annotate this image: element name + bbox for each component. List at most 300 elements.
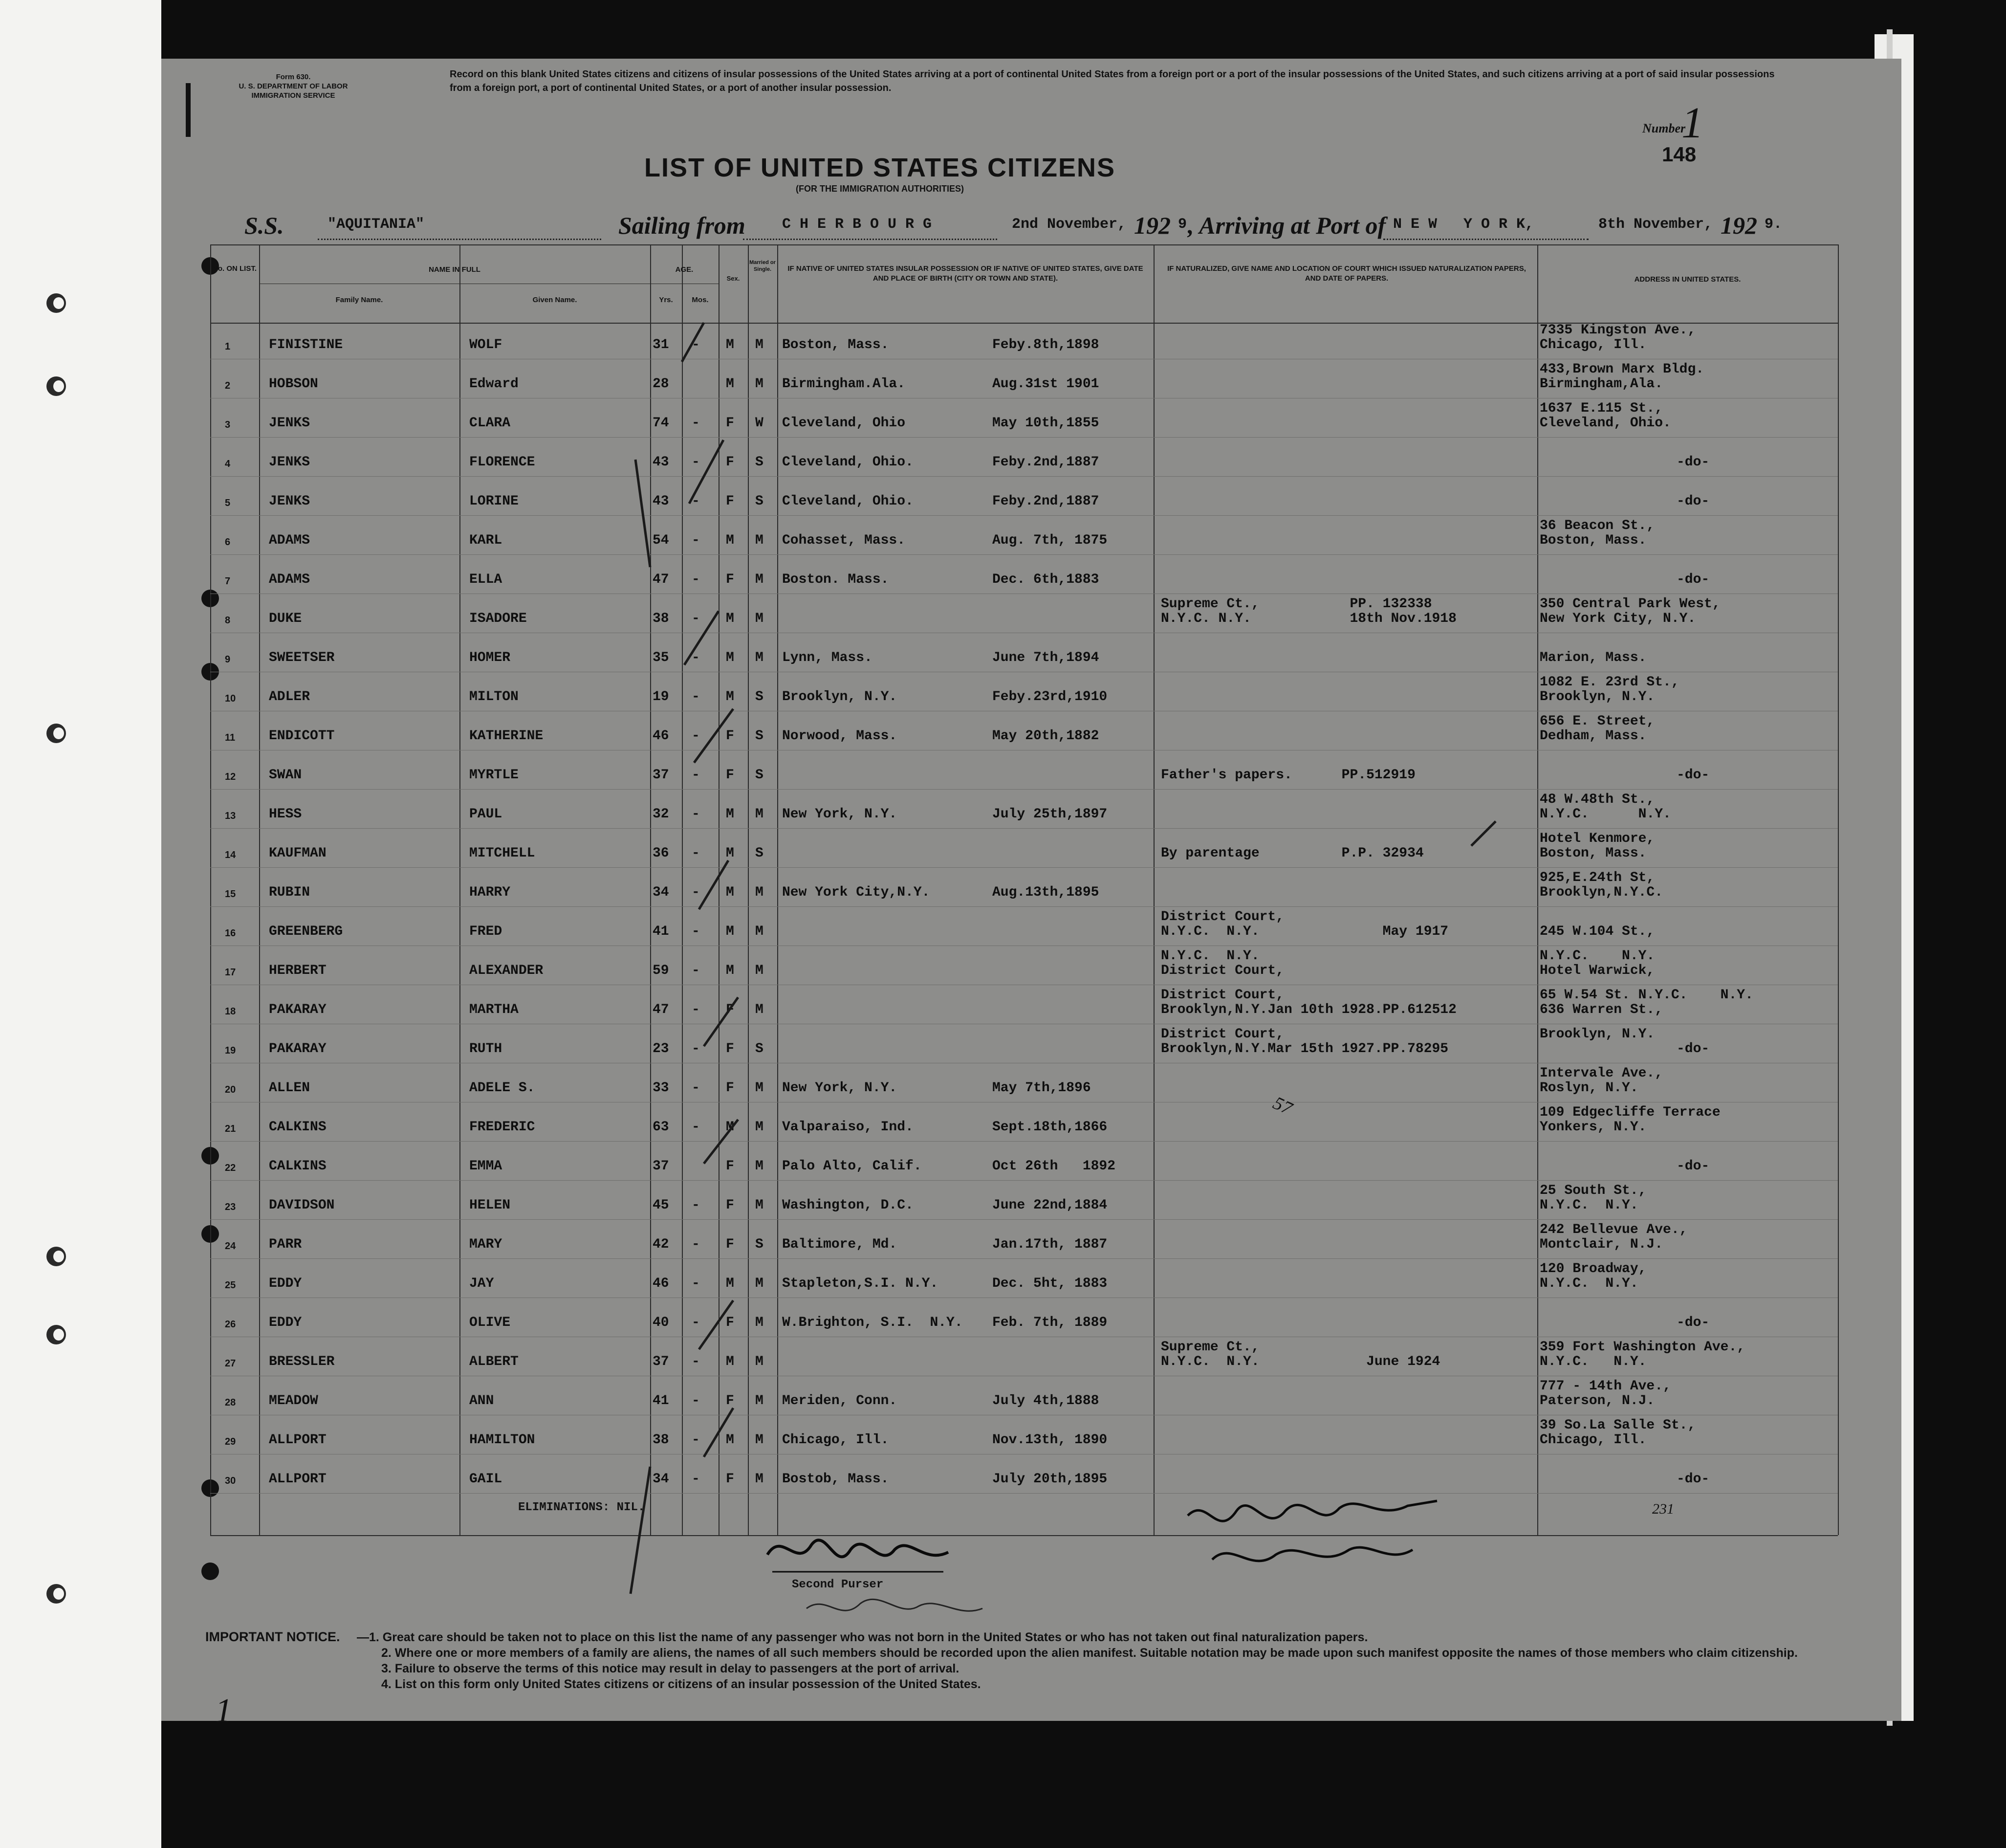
age-years: 31	[653, 337, 669, 352]
family-name: PAKARAY	[269, 1041, 327, 1056]
age-years: 34	[653, 885, 669, 900]
birth-date: Aug. 7th, 1875	[992, 533, 1108, 548]
age-months: -	[692, 1041, 700, 1056]
family-name: ADAMS	[269, 572, 310, 587]
row-number: 2	[225, 380, 231, 391]
header-no: No. ON LIST.	[213, 264, 257, 273]
age-months: -	[692, 494, 700, 509]
age-years: 37	[653, 768, 669, 783]
header-married-single: Married or Single.	[749, 260, 776, 272]
address-line-1: 925,E.24th St,	[1540, 870, 1655, 885]
sex: F	[726, 416, 734, 431]
row-number: 26	[225, 1319, 236, 1330]
year-prefix-1: 192	[1134, 212, 1171, 239]
age-years: 19	[653, 689, 669, 704]
header-birth: IF NATIVE OF UNITED STATES INSULAR POSSESSION OR IF NATIVE OF UNITED STATES, GIVE DATE AND PLACE OF BIRTH (CITY OR TOWN AND STATE).	[787, 264, 1143, 283]
address-line-2: Cleveland, Ohio.	[1540, 416, 1671, 431]
family-name: FINISTINE	[269, 337, 343, 352]
address-line-2: -do-	[1677, 1041, 1710, 1056]
given-name: MITCHELL	[469, 846, 535, 861]
family-name: PAKARAY	[269, 1002, 327, 1017]
given-name: HELEN	[469, 1198, 511, 1213]
sex: F	[726, 1315, 734, 1330]
address-line-2: New York City, N.Y.	[1540, 611, 1696, 626]
family-name: JENKS	[269, 494, 310, 509]
naturalization-court: District Court,	[1161, 1027, 1285, 1042]
sex: M	[726, 689, 734, 704]
marital-status: M	[755, 1198, 763, 1213]
address-line-1: 1637 E.115 St.,	[1540, 401, 1663, 416]
family-name: GREENBERG	[269, 924, 343, 939]
birthplace: Lynn, Mass.	[782, 650, 872, 665]
age-years: 47	[653, 572, 669, 587]
birth-date: Nov.13th, 1890	[992, 1432, 1108, 1448]
marital-status: M	[755, 963, 763, 978]
age-months: -	[692, 807, 700, 822]
address-line-2: Boston, Mass.	[1540, 846, 1647, 861]
family-name: BRESSLER	[269, 1354, 335, 1369]
given-name: ALBERT	[469, 1354, 519, 1369]
age-years: 41	[653, 1393, 669, 1408]
age-months: -	[692, 533, 700, 548]
marital-status: M	[755, 376, 763, 392]
tick-strokes	[631, 323, 1496, 1594]
sex: F	[726, 1002, 734, 1017]
address-line-1: 39 So.La Salle St.,	[1540, 1418, 1696, 1433]
number-label: Number	[1642, 121, 1686, 135]
row-number: 3	[225, 419, 231, 430]
birth-date: Jan.17th, 1887	[992, 1237, 1108, 1252]
age-years: 36	[653, 846, 669, 861]
address-line-1: 120 Broadway,	[1540, 1261, 1647, 1276]
birthplace: Cleveland, Ohio.	[782, 455, 914, 470]
birthplace: Boston. Mass.	[782, 572, 889, 587]
inspector-signature	[1183, 1486, 1457, 1579]
header-mos: Mos.	[692, 296, 709, 304]
address-line-2: Chicago, Ill.	[1540, 1432, 1647, 1448]
given-name: MYRTLE	[469, 768, 519, 783]
age-years: 43	[653, 455, 669, 470]
address-line-2: N.Y.C. N.Y.	[1540, 1276, 1638, 1291]
family-name: HOBSON	[269, 376, 318, 392]
naturalization-court: Supreme Ct., PP. 132338	[1161, 596, 1432, 612]
row-number: 22	[225, 1163, 236, 1173]
age-years: 45	[653, 1198, 669, 1213]
row-number: 4	[225, 459, 231, 469]
age-years: 46	[653, 1276, 669, 1291]
address-line-2: Marion, Mass.	[1540, 650, 1647, 665]
address-line-1: 36 Beacon St.,	[1540, 518, 1655, 533]
naturalization-papers: N.Y.C. N.Y. June 1924	[1161, 1354, 1440, 1369]
birthplace: Cleveland, Ohio	[782, 416, 906, 431]
age-months: -	[692, 1198, 700, 1213]
age-years: 54	[653, 533, 669, 548]
marital-status: W	[755, 416, 763, 431]
birthplace: New York, N.Y.	[782, 807, 897, 822]
address-line-2: Yonkers, N.Y.	[1540, 1120, 1647, 1135]
row-number: 27	[225, 1358, 236, 1369]
family-name: JENKS	[269, 455, 310, 470]
age-months: -	[692, 416, 700, 431]
age-months: -	[692, 768, 700, 783]
birth-date: Aug.13th,1895	[992, 885, 1099, 900]
birthplace: Brooklyn, N.Y.	[782, 689, 897, 704]
age-months: -	[692, 1237, 700, 1252]
eliminations: ELIMINATIONS: NIL.	[518, 1501, 645, 1514]
address-line-2: Paterson, N.J.	[1540, 1393, 1655, 1408]
given-name: KATHERINE	[469, 728, 544, 744]
age-years: 46	[653, 728, 669, 744]
age-years: 37	[653, 1159, 669, 1174]
sex: F	[726, 768, 734, 783]
sex: F	[726, 572, 734, 587]
birthplace: Boston, Mass.	[782, 337, 889, 352]
age-years: 63	[653, 1120, 669, 1135]
birthplace: Cohasset, Mass.	[782, 533, 906, 548]
marital-status: M	[755, 924, 763, 939]
header-address: ADDRESS IN UNITED STATES.	[1634, 275, 1741, 284]
family-name: SWAN	[269, 768, 302, 783]
row-number: 29	[225, 1436, 236, 1447]
age-months: -	[692, 846, 700, 861]
row-number: 5	[225, 498, 231, 508]
birthplace: Washington, D.C.	[782, 1198, 914, 1213]
family-name: ALLEN	[269, 1080, 310, 1096]
address-line-2: 636 Warren St.,	[1540, 1002, 1663, 1017]
address-line-2: N.Y.C. N.Y.	[1540, 1354, 1647, 1369]
sex: M	[726, 1432, 734, 1448]
marital-status: M	[755, 1393, 763, 1408]
preamble-text: Record on this blank United States citizens and citizens of insular possessions of the United States arriving at a port of continental United States from a foreign port or a port of the insular possessions of the United States, and such citizens arriving at a port of said insular possessions from a foreign port, a port of continental United States, or a port of another insular possession.	[450, 69, 1775, 93]
given-name: WOLF	[469, 337, 502, 352]
given-name: EMMA	[469, 1159, 502, 1174]
birth-date: Aug.31st 1901	[992, 376, 1099, 392]
age-months: -	[692, 885, 700, 900]
given-name: ADELE S.	[469, 1080, 535, 1096]
marital-status: S	[755, 689, 763, 704]
birthplace: Palo Alto, Calif.	[782, 1159, 922, 1174]
birth-date: Feby.2nd,1887	[992, 494, 1099, 509]
naturalization-papers: By parentage P.P. 32934	[1161, 846, 1424, 861]
address-line-1: Brooklyn, N.Y.	[1540, 1027, 1655, 1042]
naturalization-court: N.Y.C. N.Y.	[1161, 948, 1260, 964]
age-years: 74	[653, 416, 669, 431]
address-line-1: 350 Central Park West,	[1540, 596, 1721, 612]
sex: F	[726, 1080, 734, 1096]
naturalization-papers: District Court,	[1161, 963, 1285, 978]
year-digit-2: 9.	[1765, 216, 1783, 233]
given-name: RUTH	[469, 1041, 502, 1056]
age-years: 33	[653, 1080, 669, 1096]
address-line-1: Hotel Kenmore,	[1540, 831, 1655, 846]
port-to: N E W Y O R K,	[1393, 216, 1534, 233]
given-name: HARRY	[469, 885, 511, 900]
family-name: ALLPORT	[269, 1472, 327, 1487]
address-line-1: 65 W.54 St. N.Y.C. N.Y.	[1540, 988, 1753, 1003]
notice-2: 2. Where one or more members of a family are aliens, the names of all such members should be recorded upon the alien manifest. Suitable notation may be made upon such manifest opposite the names of those members who claim citizenship.	[381, 1646, 1798, 1660]
header-name-in-full: NAME IN FULL	[429, 265, 480, 274]
sex: M	[726, 807, 734, 822]
sex: F	[726, 728, 734, 744]
given-name: FRED	[469, 924, 502, 939]
row-number: 6	[225, 537, 231, 548]
given-name: LORINE	[469, 494, 519, 509]
header-given-name: Given Name.	[532, 296, 577, 304]
family-name: HESS	[269, 807, 302, 822]
naturalization-court: District Court,	[1161, 988, 1285, 1003]
sex: F	[726, 1472, 734, 1487]
row-number: 8	[225, 615, 231, 626]
ss-label: S.S.	[244, 212, 284, 239]
family-name: ENDICOTT	[269, 728, 335, 744]
family-name: ALLPORT	[269, 1432, 327, 1448]
given-name: MILTON	[469, 689, 519, 704]
sex: M	[726, 924, 734, 939]
age-months: -	[692, 1432, 700, 1448]
address-line-2: -do-	[1677, 1472, 1710, 1487]
row-number: 14	[225, 850, 236, 860]
age-months: -	[692, 689, 700, 704]
row-number: 19	[225, 1045, 236, 1056]
address-line-2: Birmingham,Ala.	[1540, 376, 1663, 392]
birth-date: Feb. 7th, 1889	[992, 1315, 1108, 1330]
sex: F	[726, 1393, 734, 1408]
age-years: 42	[653, 1237, 669, 1252]
row-number: 23	[225, 1202, 236, 1212]
row-number: 1	[225, 341, 231, 352]
marital-status: S	[755, 1041, 763, 1056]
marital-status: M	[755, 1472, 763, 1487]
age-months: -	[692, 1276, 700, 1291]
birth-date: July 4th,1888	[992, 1393, 1099, 1408]
age-months: -	[692, 963, 700, 978]
age-years: 47	[653, 1002, 669, 1017]
address-line-2: -do-	[1677, 1159, 1710, 1174]
address-line-1: 109 Edgecliffe Terrace	[1540, 1105, 1721, 1120]
family-name: PARR	[269, 1237, 302, 1252]
sex: F	[726, 455, 734, 470]
family-name: JENKS	[269, 416, 310, 431]
notice-4: 4. List on this form only United States citizens or citizens of an insular possession of the United States.	[381, 1677, 981, 1691]
age-months: -	[692, 1080, 700, 1096]
given-name: CLARA	[469, 416, 511, 431]
birth-date: July 20th,1895	[992, 1472, 1108, 1487]
row-number: 18	[225, 1006, 236, 1017]
header-age: AGE.	[675, 265, 694, 274]
birth-date: May 7th,1896	[992, 1080, 1091, 1096]
age-months: -	[692, 337, 700, 352]
address-line-2: Roslyn, N.Y.	[1540, 1080, 1638, 1096]
marital-status: S	[755, 846, 763, 861]
age-years: 38	[653, 1432, 669, 1448]
row-number: 28	[225, 1397, 236, 1408]
naturalization-papers: Brooklyn,N.Y.Jan 10th 1928.PP.612512	[1161, 1002, 1457, 1017]
birth-date: Sept.18th,1866	[992, 1120, 1108, 1135]
sex: M	[726, 611, 734, 626]
header-family-name: Family Name.	[335, 296, 383, 304]
naturalization-papers: N.Y.C. N.Y. May 1917	[1161, 924, 1449, 939]
row-number: 20	[225, 1084, 236, 1095]
marital-status: M	[755, 1276, 763, 1291]
address-line-1: 433,Brown Marx Bldg.	[1540, 362, 1704, 377]
ship-name: "AQUITANIA"	[327, 216, 425, 233]
second-purser-label: Second Purser	[792, 1578, 884, 1591]
given-name: PAUL	[469, 807, 502, 822]
given-name: ELLA	[469, 572, 502, 587]
age-months: -	[692, 611, 700, 626]
birth-date: Dec. 6th,1883	[992, 572, 1099, 587]
marital-status: S	[755, 455, 763, 470]
birth-date: July 25th,1897	[992, 807, 1108, 822]
sailing-label: Sailing from	[618, 212, 745, 239]
form-subtitle: (FOR THE IMMIGRATION AUTHORITIES)	[796, 184, 964, 194]
age-months: -	[692, 924, 700, 939]
age-years: 28	[653, 376, 669, 392]
sex: M	[726, 376, 734, 392]
marital-status: S	[755, 1237, 763, 1252]
sex: F	[726, 1041, 734, 1056]
marital-status: S	[755, 768, 763, 783]
family-name: RUBIN	[269, 885, 310, 900]
birth-date: Dec. 5ht, 1883	[992, 1276, 1108, 1291]
sex: M	[726, 846, 734, 861]
birth-date: Feby.2nd,1887	[992, 455, 1099, 470]
sex: M	[726, 650, 734, 665]
department-name: U. S. DEPARTMENT OF LABOR	[239, 82, 348, 90]
annotation-57: 57	[1269, 1092, 1296, 1120]
sex: M	[726, 963, 734, 978]
marital-status: M	[755, 1120, 763, 1135]
header-yrs: Yrs.	[659, 296, 673, 304]
row-number: 24	[225, 1241, 236, 1252]
birthplace: Baltimore, Md.	[782, 1237, 897, 1252]
age-months: -	[692, 1315, 700, 1330]
birthplace: Chicago, Ill.	[782, 1432, 889, 1448]
address-line-2: Montclair, N.J.	[1540, 1237, 1663, 1252]
page-number: 148	[1662, 143, 1697, 166]
marital-status: M	[755, 533, 763, 548]
address-line-2: N.Y.C. N.Y.	[1540, 1198, 1638, 1213]
birth-date: June 7th,1894	[992, 650, 1099, 665]
sex: M	[726, 533, 734, 548]
marital-status: M	[755, 1080, 763, 1096]
address-line-1: 656 E. Street,	[1540, 714, 1655, 729]
notice-list	[357, 1629, 1799, 1692]
given-name: MARY	[469, 1237, 502, 1252]
family-name: DUKE	[269, 611, 302, 626]
address-line-1: 1082 E. 23rd St.,	[1540, 675, 1679, 690]
address-line-1: Intervale Ave.,	[1540, 1066, 1663, 1081]
birth-date: Feby.23rd,1910	[992, 689, 1108, 704]
age-years: 23	[653, 1041, 669, 1056]
sex: F	[726, 494, 734, 509]
sex: M	[726, 1120, 734, 1135]
age-years: 35	[653, 650, 669, 665]
family-name: MEADOW	[269, 1393, 318, 1408]
given-name: Edward	[469, 376, 519, 392]
birthplace: Birmingham.Ala.	[782, 376, 906, 392]
naturalization-papers: Brooklyn,N.Y.Mar 15th 1927.PP.78295	[1161, 1041, 1449, 1056]
family-name: EDDY	[269, 1276, 302, 1291]
marital-status: M	[755, 1159, 763, 1174]
address-line-2: Chicago, Ill.	[1540, 337, 1647, 352]
row-number: 15	[225, 889, 236, 900]
notice-3: 3. Failure to observe the terms of this notice may result in delay to passengers at the port of arrival.	[381, 1662, 959, 1675]
row-number: 7	[225, 576, 231, 587]
sex: F	[726, 1159, 734, 1174]
age-years: 43	[653, 494, 669, 509]
address-line-2: 245 W.104 St.,	[1540, 924, 1655, 939]
address-line-1: 7335 Kingston Ave.,	[1540, 323, 1696, 338]
birth-date: Feby.8th,1898	[992, 337, 1099, 352]
notice-1: —1. Great care should be taken not to place on this list the name of any passenger who was not born in the United States or who has not taken out final naturalization papers.	[357, 1630, 1368, 1644]
age-months: -	[692, 455, 700, 470]
birthplace: Meriden, Conn.	[782, 1393, 897, 1408]
header-sex: Sex.	[726, 275, 740, 282]
row-number: 30	[225, 1475, 236, 1486]
family-name: DAVIDSON	[269, 1198, 335, 1213]
row-number: 16	[225, 928, 236, 939]
service-name: IMMIGRATION SERVICE	[251, 91, 335, 100]
address-line-1: N.Y.C. N.Y.	[1540, 948, 1655, 964]
naturalization-papers: Father's papers. PP.512919	[1161, 768, 1416, 783]
form-number: Form 630.	[276, 73, 311, 81]
address-line-1: 242 Bellevue Ave.,	[1540, 1222, 1688, 1237]
age-months: -	[692, 1120, 700, 1135]
birthplace: New York, N.Y.	[782, 1080, 897, 1096]
row-number: 17	[225, 967, 236, 978]
marital-status: M	[755, 807, 763, 822]
port-from: C H E R B O U R G	[782, 216, 932, 233]
address-line-2: -do-	[1677, 572, 1710, 587]
row-number: 13	[225, 811, 236, 821]
address-line-2: Dedham, Mass.	[1540, 728, 1647, 744]
sex: F	[726, 1237, 734, 1252]
given-name: FLORENCE	[469, 455, 535, 470]
marital-status: S	[755, 494, 763, 509]
given-name: ISADORE	[469, 611, 527, 626]
marital-status: S	[755, 728, 763, 744]
given-name: ALEXANDER	[469, 963, 544, 978]
address-line-2: Brooklyn, N.Y.	[1540, 689, 1655, 704]
address-line-1: 48 W.48th St.,	[1540, 792, 1655, 807]
birthplace: Norwood, Mass.	[782, 728, 897, 744]
depart-date: 2nd November,	[1012, 216, 1127, 233]
given-name: OLIVE	[469, 1315, 511, 1330]
family-name: ADAMS	[269, 533, 310, 548]
address-line-2: Brooklyn,N.Y.C.	[1540, 885, 1663, 900]
family-name: KAUFMAN	[269, 846, 327, 861]
marital-status: M	[755, 1002, 763, 1017]
birth-date: Oct 26th 1892	[992, 1159, 1116, 1174]
age-years: 59	[653, 963, 669, 978]
birth-date: May 10th,1855	[992, 416, 1099, 431]
birthplace: W.Brighton, S.I. N.Y.	[782, 1315, 963, 1330]
marital-status: M	[755, 611, 763, 626]
sex: M	[726, 337, 734, 352]
address-line-2: -do-	[1677, 455, 1710, 470]
birth-date: May 20th,1882	[992, 728, 1099, 744]
age-years: 34	[653, 1472, 669, 1487]
age-years: 32	[653, 807, 669, 822]
age-years: 41	[653, 924, 669, 939]
address-line-2: -do-	[1677, 1315, 1710, 1330]
age-months: -	[692, 1472, 700, 1487]
birthplace: Bostob, Mass.	[782, 1472, 889, 1487]
row-number: 25	[225, 1280, 236, 1291]
family-name: SWEETSER	[269, 650, 335, 665]
address-line-2: Hotel Warwick,	[1540, 963, 1655, 978]
